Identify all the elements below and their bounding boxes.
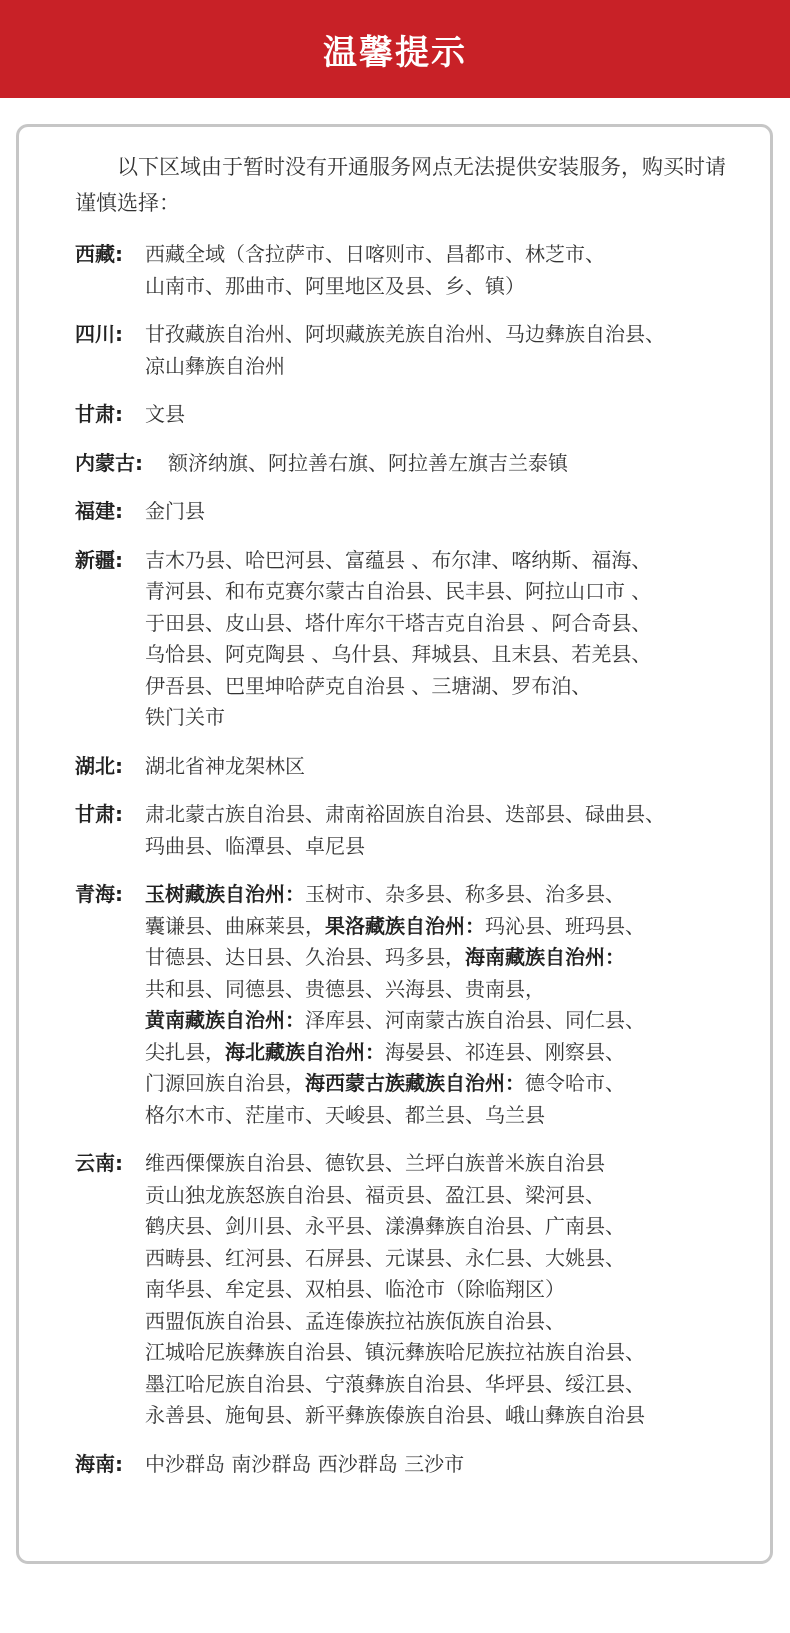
area-line: 湖北省神龙架林区 — [145, 753, 305, 778]
area-line: 永善县、施甸县、新平彝族傣族自治县、峨山彝族自治县 — [145, 1403, 645, 1427]
region-label: 青海: — [75, 882, 123, 906]
county-list: 门源回族自治县， — [145, 1071, 305, 1095]
region-areas — [145, 545, 746, 734]
area-line — [145, 1005, 746, 1037]
area-line: 肃北蒙古族自治县、肃南裕固族自治县、迭部县、碌曲县、 — [145, 802, 665, 826]
region-hubei — [75, 751, 746, 783]
page-title: 温馨提示 — [323, 32, 467, 73]
region-areas — [145, 751, 746, 783]
area-line: 金门县 — [145, 499, 205, 523]
area-line: 凉山彝族自治州 — [145, 353, 285, 378]
county-list: 玉树市、杂多县、称多县、治多县、 — [305, 882, 625, 906]
region-fujian — [75, 496, 746, 528]
area-line: 文县 — [145, 402, 185, 426]
region-areas — [145, 1148, 746, 1432]
area-line: 中沙群岛 南沙群岛 西沙群岛 三沙市 — [145, 1451, 465, 1476]
region-label: 福建: — [75, 499, 123, 523]
area-line: 于田县、皮山县、塔什库尔干塔吉克自治县 、阿合奇县、 — [145, 610, 652, 635]
area-line: 山南市、那曲市、阿里地区及县、乡、镇） — [145, 273, 525, 298]
area-line — [145, 1068, 746, 1100]
area-line — [145, 1037, 746, 1069]
prefecture-name: 玉树藏族自治州： — [145, 882, 305, 906]
region-label: 海南: — [75, 1451, 123, 1476]
region-areas — [145, 399, 746, 431]
region-hainan — [75, 1449, 746, 1481]
county-list: 囊谦县、曲麻莱县， — [145, 913, 325, 938]
county-list: 泽库县、河南蒙古族自治县、同仁县、 — [305, 1008, 645, 1032]
area-line — [145, 974, 746, 1006]
area-line: 青河县、和布克赛尔蒙古自治县、民丰县、阿拉山口市 、 — [145, 579, 652, 603]
county-list: 甘德县、达日县、久治县、玛多县， — [145, 945, 465, 969]
region-sichuan — [75, 319, 746, 382]
region-qinghai — [75, 879, 746, 1131]
area-line: 铁门关市 — [145, 705, 225, 729]
area-line: 江城哈尼族彝族自治县、镇沅彝族哈尼族拉祜族自治县、 — [145, 1340, 645, 1364]
area-line: 维西傈僳族自治县、德钦县、兰坪白族普米族自治县 — [145, 1151, 605, 1175]
area-line — [145, 1100, 746, 1132]
region-label: 新疆: — [75, 547, 123, 572]
region-areas — [145, 879, 746, 1131]
region-areas — [168, 448, 746, 480]
area-line — [145, 942, 746, 974]
prefecture-name: 海南藏族自治州： — [465, 945, 625, 969]
region-areas — [145, 496, 746, 528]
county-list: 格尔木市、茫崖市、天峻县、都兰县、乌兰县 — [145, 1102, 545, 1127]
area-line: 西盟佤族自治县、孟连傣族拉祜族佤族自治县、 — [145, 1308, 565, 1333]
region-areas — [145, 1449, 746, 1481]
county-list: 尖扎县， — [145, 1039, 225, 1064]
region-neimenggu — [75, 448, 746, 480]
region-areas — [145, 319, 746, 382]
region-areas — [145, 799, 746, 862]
prefecture-name: 果洛藏族自治州： — [325, 913, 485, 938]
region-label: 甘肃: — [75, 402, 123, 426]
region-label: 甘肃: — [75, 802, 123, 826]
area-line: 西藏全域（含拉萨市、日喀则市、昌都市、林芝市、 — [145, 242, 605, 266]
notice-card — [16, 124, 773, 1564]
region-gansu-wenxian — [75, 399, 746, 431]
region-yunnan — [75, 1148, 746, 1432]
area-line: 额济纳旗、阿拉善右旗、阿拉善左旗吉兰泰镇 — [168, 450, 568, 475]
prefecture-name: 黄南藏族自治州： — [145, 1008, 305, 1032]
prefecture-name: 海北藏族自治州： — [225, 1039, 385, 1064]
header-banner — [0, 0, 790, 98]
area-line: 鹤庆县、剑川县、永平县、漾濞彝族自治县、广南县、 — [145, 1214, 625, 1238]
region-xinjiang — [75, 545, 746, 734]
region-label: 四川: — [75, 322, 123, 346]
region-gansu-south — [75, 799, 746, 862]
region-xizang — [75, 239, 746, 302]
area-line: 南华县、牟定县、双柏县、临沧市（除临翔区） — [145, 1277, 565, 1301]
region-label: 云南: — [75, 1151, 123, 1175]
area-line: 伊吾县、巴里坤哈萨克自治县 、三塘湖、罗布泊、 — [145, 673, 592, 698]
area-line: 甘孜藏族自治州、阿坝藏族羌族自治州、马边彝族自治县、 — [145, 322, 665, 346]
area-line: 墨江哈尼族自治县、宁蒗彝族自治县、华坪县、绥江县、 — [145, 1371, 645, 1396]
region-areas — [145, 239, 746, 302]
county-list: 德令哈市、 — [525, 1071, 625, 1095]
region-label: 西藏: — [75, 242, 123, 266]
area-line: 贡山独龙族怒族自治县、福贡县、盈江县、梁河县、 — [145, 1182, 605, 1207]
county-list: 海晏县、祁连县、刚察县、 — [385, 1039, 625, 1064]
area-line: 吉木乃县、哈巴河县、富蕴县 、布尔津、喀纳斯、福海、 — [145, 547, 652, 572]
area-line: 玛曲县、临潭县、卓尼县 — [145, 833, 365, 858]
intro-text: 以下区域由于暂时没有开通服务网点无法提供安装服务，购买时请谨慎选择： — [75, 155, 726, 215]
area-line: 乌恰县、阿克陶县 、乌什县、拜城县、且末县、若羌县、 — [145, 642, 652, 666]
area-line — [145, 911, 746, 943]
region-label: 内蒙古: — [75, 450, 143, 475]
county-list: 共和县、同德县、贵德县、兴海县、贵南县， — [145, 976, 545, 1001]
prefecture-name: 海西蒙古族藏族自治州： — [305, 1071, 525, 1095]
county-list: 玛沁县、班玛县、 — [485, 913, 645, 938]
area-line: 西畴县、红河县、石屏县、元谋县、永仁县、大姚县、 — [145, 1245, 625, 1270]
area-line — [145, 879, 746, 911]
region-label: 湖北: — [75, 753, 123, 778]
